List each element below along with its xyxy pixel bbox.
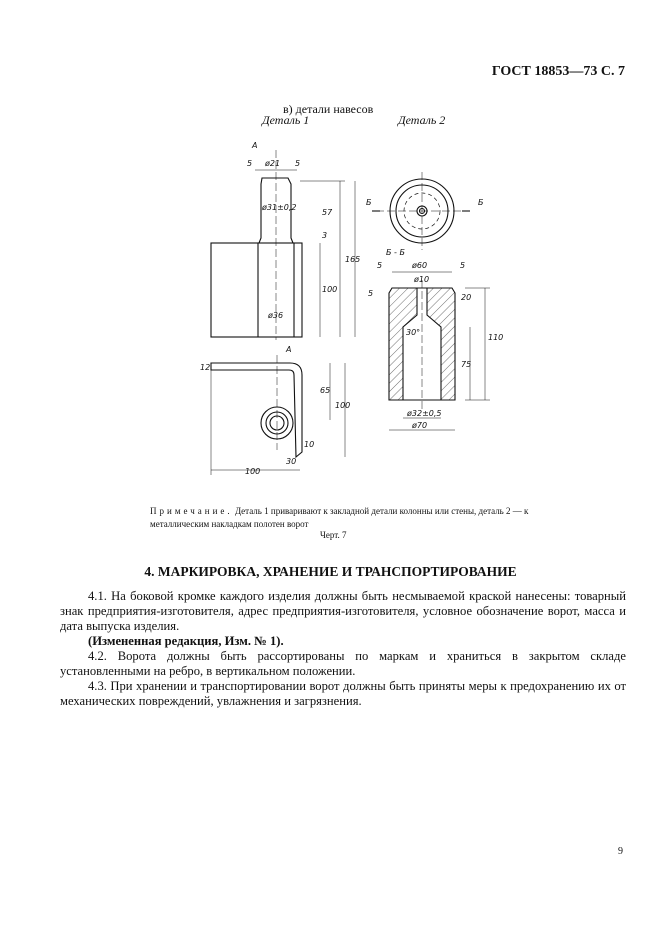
- detail-2-section-view: [389, 272, 490, 430]
- figure-number: Черт. 7: [320, 530, 347, 540]
- dim-110: 110: [488, 333, 504, 342]
- dim-5: 5: [460, 261, 466, 270]
- dim-100: 100: [245, 467, 261, 476]
- dim-5: 5: [377, 261, 383, 270]
- detail-2-top-view: [372, 172, 470, 250]
- dim-165: 165: [345, 255, 361, 264]
- dim-100: 100: [322, 285, 338, 294]
- dim-d36: ø36: [268, 311, 284, 320]
- figure-caption: в) детали навесов: [283, 102, 374, 116]
- dim-d21: ø21: [265, 159, 281, 168]
- dim-75: 75: [461, 360, 472, 369]
- dim-d60: ø60: [412, 261, 428, 270]
- note-lead: Примечание.: [150, 506, 233, 516]
- dim-3: 3: [322, 231, 328, 240]
- page-number: 9: [618, 846, 623, 857]
- section-mark-b: Б: [366, 198, 372, 207]
- dim-d32: ø32±0,5: [407, 409, 442, 418]
- dim-57: 57: [322, 208, 333, 217]
- paragraph-4-2: 4.2. Ворота должны быть рассортированы по маркам и храниться в закрытом складе установленными на ребро, в вертикальном положении.: [60, 649, 626, 678]
- dim-10: 10: [304, 440, 315, 449]
- dim-30-deg: 30°: [406, 328, 421, 337]
- view-a-label: А: [286, 345, 292, 354]
- note-text: Деталь 1 приваривают к закладной детали колонны или стены, деталь 2 — к металлическим накладкам полотен ворот: [150, 506, 529, 529]
- section-label: Б - Б: [386, 248, 405, 257]
- figure-note: [150, 505, 570, 531]
- dim-20: 20: [461, 293, 472, 302]
- dim-30: 30: [286, 457, 297, 466]
- section-mark-b: Б: [478, 198, 484, 207]
- dim-d31: ø31±0,2: [262, 203, 297, 212]
- view-a-label: А: [252, 141, 258, 150]
- detail-1-plan-view: [211, 355, 345, 475]
- dim-d10: ø10: [414, 275, 430, 284]
- dim-65: 65: [320, 386, 331, 395]
- section-heading: 4. МАРКИРОВКА, ХРАНЕНИЕ И ТРАНСПОРТИРОВАНИЕ: [144, 564, 517, 579]
- dim-100: 100: [335, 401, 351, 410]
- detail-1-label: Деталь 1: [262, 113, 310, 127]
- detail-2-label: Деталь 2: [398, 113, 446, 127]
- dim-5: 5: [247, 159, 253, 168]
- paragraph-4-3: 4.3. При хранении и транспортировании ворот должны быть приняты меры к предохранению их от механических повреждений, увлажнения и загрязнения.: [60, 679, 626, 708]
- amendment-note: (Измененная редакция, Изм. № 1).: [88, 634, 284, 648]
- section-body: [60, 589, 626, 709]
- dim-5: 5: [368, 289, 374, 298]
- document-header: ГОСТ 18853—73 С. 7: [491, 64, 625, 79]
- paragraph-4-1: 4.1. На боковой кромке каждого изделия должны быть несмываемой краской нанесены: товарный знак предприятия-изготовителя, адрес предприятия-изготовителя, условное обозначение ворот, масса и дата выпуска изделия.: [60, 589, 626, 633]
- dim-d70: ø70: [412, 421, 428, 430]
- dim-12: 12: [200, 363, 211, 372]
- dim-5: 5: [295, 159, 301, 168]
